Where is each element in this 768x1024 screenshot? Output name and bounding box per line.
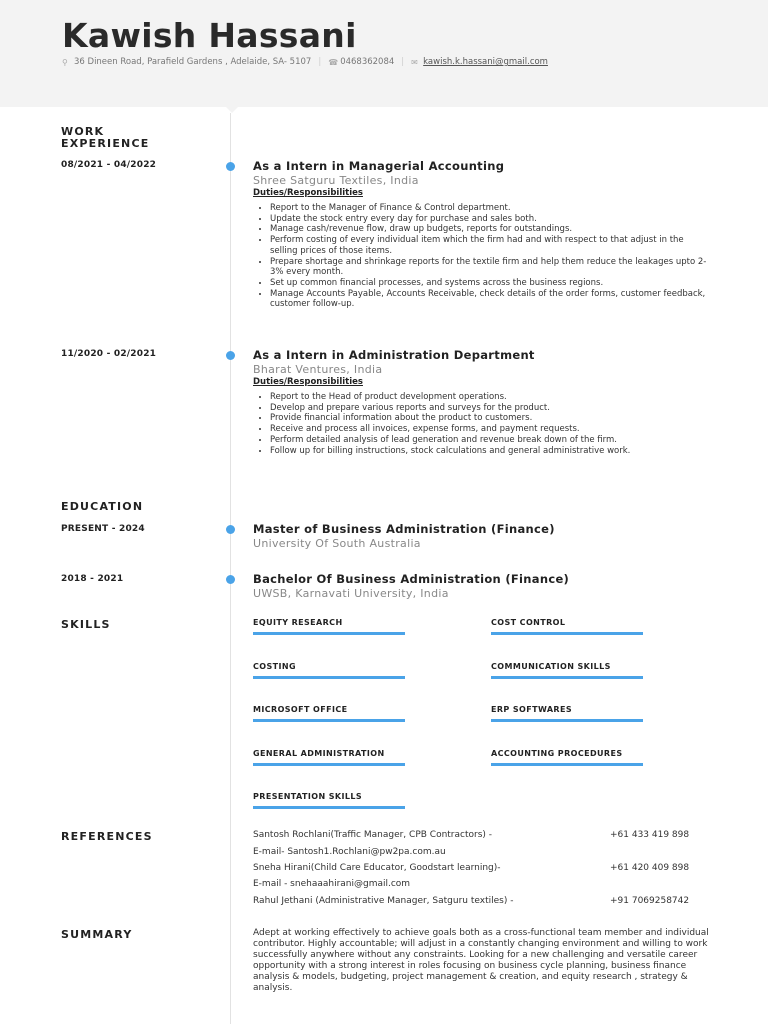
job-title: As a Intern in Managerial Accounting [253,159,505,173]
email-link[interactable]: kawish.k.hassani@gmail.com [423,57,548,67]
section-title-work: WORK EXPERIENCE [61,125,150,150]
list-item: • Prepare shortage and shrinkage reports for the textile firm and help them reduce the leakages upto 2-3% every month. [270,257,713,278]
list-item: • Report to the Head of product development operations. [270,392,713,403]
reference-phone: +91 7069258742 [610,896,690,906]
work-date: 11/2020 - 02/2021 [61,349,157,359]
skill-name: MICROSOFT OFFICE [253,705,348,714]
skill-name: COST CONTROL [491,618,566,627]
duties-list [253,392,713,456]
candidate-name: Kawish Hassani [62,16,357,55]
work-entry [253,348,713,456]
skill-item [253,749,405,766]
list-item: • Receive and process all invoices, expense forms, and payment requests. [270,424,713,435]
job-title: As a Intern in Administration Department [253,348,535,362]
work-date: 08/2021 - 04/2022 [61,160,157,170]
skill-level-bar [253,719,405,722]
education-date: PRESENT - 2024 [61,524,145,534]
list-item: • Set up common financial processes, and systems across the business regions. [270,278,713,289]
divider: | [318,57,322,67]
divider: | [401,57,405,67]
skill-item [253,662,405,679]
skill-name: COMMUNICATION SKILLS [491,662,611,671]
skill-item [491,662,643,679]
reference-phone: +61 420 409 898 [610,863,690,873]
skill-item [491,705,643,722]
skill-name: ERP SOFTWARES [491,705,573,714]
list-item: • Develop and prepare various reports and surveys for the product. [270,403,713,414]
education-date: 2018 - 2021 [61,574,124,584]
timeline-dot [226,575,235,584]
list-item: • Report to the Manager of Finance & Control department. [270,203,713,214]
skill-level-bar [491,719,643,722]
duties-label: Duties/Responsibilities [253,377,363,387]
skill-item [491,618,643,635]
phone-text: 0468362084 [340,57,395,67]
timeline-dot [226,351,235,360]
timeline-dot [226,525,235,534]
skill-level-bar [253,763,405,766]
school-name: UWSB, Karnavati University, India [253,587,449,600]
skill-item [253,618,405,635]
mail-icon: ✉ [411,57,418,67]
address-text: 36 Dineen Road, Parafield Gardens , Adelaide, SA- 5107 [74,57,312,67]
skill-name: ACCOUNTING PROCEDURES [491,749,623,758]
skill-level-bar [253,676,405,679]
skill-level-bar [491,676,643,679]
section-title-education: EDUCATION [61,500,144,513]
timeline-dot [226,162,235,171]
section-title-summary: SUMMARY [61,928,133,941]
work-entry [253,159,713,310]
degree-title: Master of Business Administration (Finance) [253,522,555,536]
skill-item [491,749,643,766]
header-notch [226,107,238,113]
duties-label: Duties/Responsibilities [253,188,363,198]
skill-level-bar [253,806,405,809]
school-name: University Of South Australia [253,537,421,550]
reference-email: E-mail- Santosh1.Rochlani@pw2pa.com.au [253,847,446,857]
list-item: • Follow up for billing instructions, stock calculations and general administrative work. [270,446,713,457]
company-name: Bharat Ventures, India [253,363,383,376]
skill-level-bar [491,632,643,635]
education-entry [253,522,713,550]
skill-name: EQUITY RESEARCH [253,618,343,627]
list-item: • Manage Accounts Payable, Accounts Receivable, check details of the order forms, customer feedback, customer follow-up. [270,289,713,310]
reference-line: Sneha Hirani(Child Care Educator, Goodstart learning)- [253,863,501,873]
skill-name: PRESENTATION SKILLS [253,792,363,801]
list-item: • Update the stock entry every day for purchase and sales both. [270,214,713,225]
reference-email: E-mail - snehaaahirani@gmail.com [253,879,411,889]
reference-line: Santosh Rochlani(Traffic Manager, CPB Contractors) - [253,830,493,840]
location-pin-icon: ⚲ [62,57,68,67]
summary-text: Adept at working effectively to achieve goals both as a cross-functional team member and individual contributor. Highly accountable; will adjust in a constantly changing environment and willing to work successfully anywhere without any constraints. Looking for a new challenging and versatile career opportunity with a strong interest in roles focusing on business cycle planning, business finance analysis & models, budgeting, project management & creation, and equity research , strategy & analysis. [253,928,709,993]
reference-line: Rahul Jethani (Administrative Manager, Satguru textiles) - [253,896,514,906]
list-item: • Manage cash/revenue flow, draw up budgets, reports for outstandings. [270,224,713,235]
phone-icon: ☎ [328,57,339,67]
contact-line [62,57,548,67]
skill-name: COSTING [253,662,296,671]
list-item: • Perform detailed analysis of lead generation and revenue break down of the firm. [270,435,713,446]
skill-name: GENERAL ADMINISTRATION [253,749,385,758]
duties-list [253,203,713,310]
skill-level-bar [491,763,643,766]
education-entry [253,572,713,600]
list-item: • Perform costing of every individual item which the firm had and with respect to that adjust in the selling prices of those items. [270,235,713,256]
skill-item [253,705,405,722]
reference-phone: +61 433 419 898 [610,830,690,840]
section-title-skills: SKILLS [61,618,111,631]
list-item: • Provide financial information about the product to customers. [270,413,713,424]
section-title-references: REFERENCES [61,830,153,843]
skill-level-bar [253,632,405,635]
company-name: Shree Satguru Textiles, India [253,174,419,187]
degree-title: Bachelor Of Business Administration (Finance) [253,572,570,586]
timeline-line [230,113,231,1024]
resume-header [0,0,768,107]
skill-item [253,792,405,809]
